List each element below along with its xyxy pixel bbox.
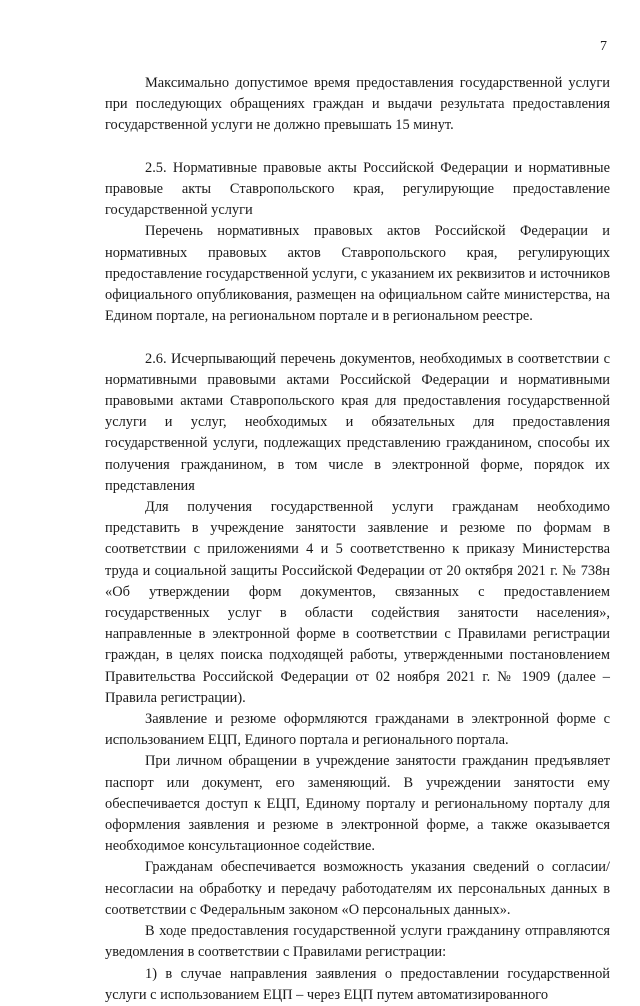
page-number: 7 [600,39,607,54]
paragraph-max-time: Максимально допустимое время предоставления государственной услуги при последующих обращениях граждан и выдачи результата предоставления государственной услуги не должно превышать 15 минут. [105,75,610,134]
section-heading-2-6: 2.6. Исчерпывающий перечень документов, необходимых в соответствии с нормативными правовыми актами Российской Федерации и нормативными правовыми актами Ставропольского края для предоставления государственной услуги и услуг, необходимых и обязательных для предоставления государственной услуги, подлежащих представлению гражданином, способы их получения гражданином, в том числе в электронной форме, порядок их представления [105,350,610,494]
list-item-1: 1) в случае направления заявления о предоставлении государственной услуги с использованием ЕЦП – через ЕЦП путем автоматизированного [105,965,610,1003]
paragraph-documents-required: Для получения государственной услуги гражданам необходимо представить в учреждение занятости заявление и резюме по формам в соответствии с приложениями 4 и 5 соответственно к приказу Министерства труда и социальной защиты Российской Федерации от 20 октября 2021 г. № 738н «Об утверждении форм документов, связанных с предоставлением государственных услуг в области содействия занятости населения», направленные в электронной форме в соответствии с Правилами регистрации граждан, в целях поиска подходящей работы, утвержденными постановлением Правительства Российской Федерации от 02 ноября 2021 г. № 1909 (далее – Правила регистрации). [105,499,610,706]
page-body [105,73,610,1006]
paragraph-electronic-form: Заявление и резюме оформляются гражданами в электронной форме с использованием ЕЦП, Единого портала и регионального портала. [105,711,610,749]
paragraph-personal-visit: При личном обращении в учреждение занятости гражданин предъявляет паспорт или документ, его заменяющий. В учреждении занятости ему обеспечивается доступ к ЕЦП, Единому порталу и региональному порталу для оформления заявления и резюме в электронной форме, а также оказывается необходимое консультационное содействие. [105,753,610,855]
paragraph-personal-data-consent: Гражданам обеспечивается возможность указания сведений о согласии/несогласии на обработку и передачу работодателям их персональных данных в соответствии с Федеральным законом «О персональных данных». [105,859,610,918]
paragraph-notifications: В ходе предоставления государственной услуги гражданину отправляются уведомления в соответствии с Правилами регистрации: [105,923,610,961]
paragraph-legal-acts-list: Перечень нормативных правовых актов Российской Федерации и нормативных правовых актов Ставропольского края, регулирующих предоставление государственной услуги, с указанием их реквизитов и источников официального опубликования, размещен на официальном сайте министерства, на Едином портале, на региональном портале и в региональном реестре. [105,223,610,325]
section-heading-2-5: 2.5. Нормативные правовые акты Российской Федерации и нормативные правовые акты Ставропольского края, регулирующие предоставление государственной услуги [105,159,610,219]
